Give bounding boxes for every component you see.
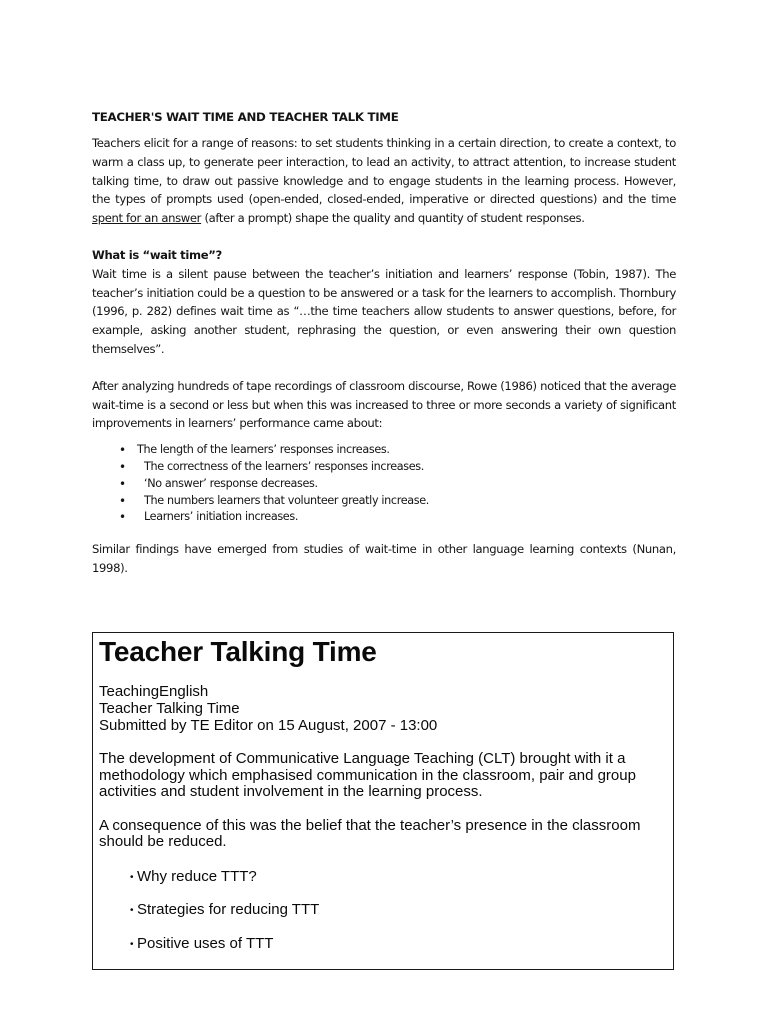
list-item: • ‘No answer’ response decreases. <box>119 476 318 491</box>
topic-positive-uses-of-ttt[interactable]: • Positive uses of TTT <box>130 934 274 952</box>
box-source: TeachingEnglish <box>99 683 209 700</box>
findings-list <box>92 442 676 526</box>
topic-why-reduce-ttt[interactable]: • Why reduce TTT? <box>130 867 257 885</box>
teacher-talking-time-box <box>92 632 674 970</box>
intro-text-end: (after a prompt) shape the quality and quantity of student responses. <box>201 211 585 226</box>
wait-time-heading: What is “wait time”? <box>92 247 222 262</box>
box-topic-list <box>99 868 667 952</box>
box-submitted: Submitted by TE Editor on 15 August, 2007 - 13:00 <box>99 717 438 734</box>
bullet-icon: • <box>119 459 126 474</box>
bullet-icon: • <box>119 493 126 508</box>
bullet-icon: • <box>119 510 126 525</box>
bullet-icon: • <box>130 938 134 950</box>
similar-findings-paragraph: Similar findings have emerged from studies of wait-time in other language learning contexts (Nunan, 1998). <box>92 542 676 575</box>
bullet-icon: • <box>130 871 134 883</box>
box-paragraph-1: The development of Communicative Language Teaching (CLT) brought with it a methodology which emphasised communication in the classroom, pair and group activities and student involvement in the learning process. <box>99 750 636 800</box>
box-meta <box>99 683 667 734</box>
topic-strategies-for-reducing-ttt[interactable]: • Strategies for reducing TTT <box>130 901 320 918</box>
wait-time-paragraph: Wait time is a silent pause between the teacher’s initiation and learners’ response (Tobin, 1987). The teacher’s initiation could be a question to be answered or a task for the learners to accomplish. Thornbury (1996, p. 282) defines wait time as “…the time teachers allow students to answer questions, before, for example, asking another student, rephrasing the question, or even answering their own question themselves”. <box>92 266 676 356</box>
bullet-icon: • <box>119 443 126 458</box>
list-item: • The length of the learners’ responses increases. <box>119 443 390 458</box>
document-page <box>92 108 676 578</box>
box-title: Teacher Talking Time <box>99 636 377 667</box>
list-item: • The numbers learners that volunteer greatly increase. <box>119 493 429 508</box>
list-item: • The correctness of the learners’ responses increases. <box>119 459 424 474</box>
box-paragraph-2: A consequence of this was the belief that the teacher’s presence in the classroom should be reduced. <box>99 816 641 850</box>
box-subtitle: Teacher Talking Time <box>99 700 240 717</box>
spent-for-an-answer-link[interactable]: spent for an answer <box>92 211 202 226</box>
bullet-icon: • <box>119 476 126 491</box>
list-item: • Learners’ initiation increases. <box>119 510 299 525</box>
intro-text: Teachers elicit for a range of reasons: to set students thinking in a certain direction, to create a context, to warm a class up, to generate peer interaction, to lead an activity, to attract attention, to increase student talking time, to draw out passive knowledge and to engage students in the learning process. However, the types of prompts used (open-ended, closed-ended, imperative or directed questions) and the time <box>92 136 676 207</box>
bullet-icon: • <box>130 905 134 916</box>
intro-paragraph <box>92 134 676 228</box>
rowe-paragraph: After analyzing hundreds of tape recordings of classroom discourse, Rowe (1986) noticed that the average wait-time is a second or less but when this was increased to three or more seconds a variety of significant improvements in learners’ performance came about: <box>92 378 676 431</box>
document-title: TEACHER'S WAIT TIME AND TEACHER TALK TIME <box>92 110 399 124</box>
